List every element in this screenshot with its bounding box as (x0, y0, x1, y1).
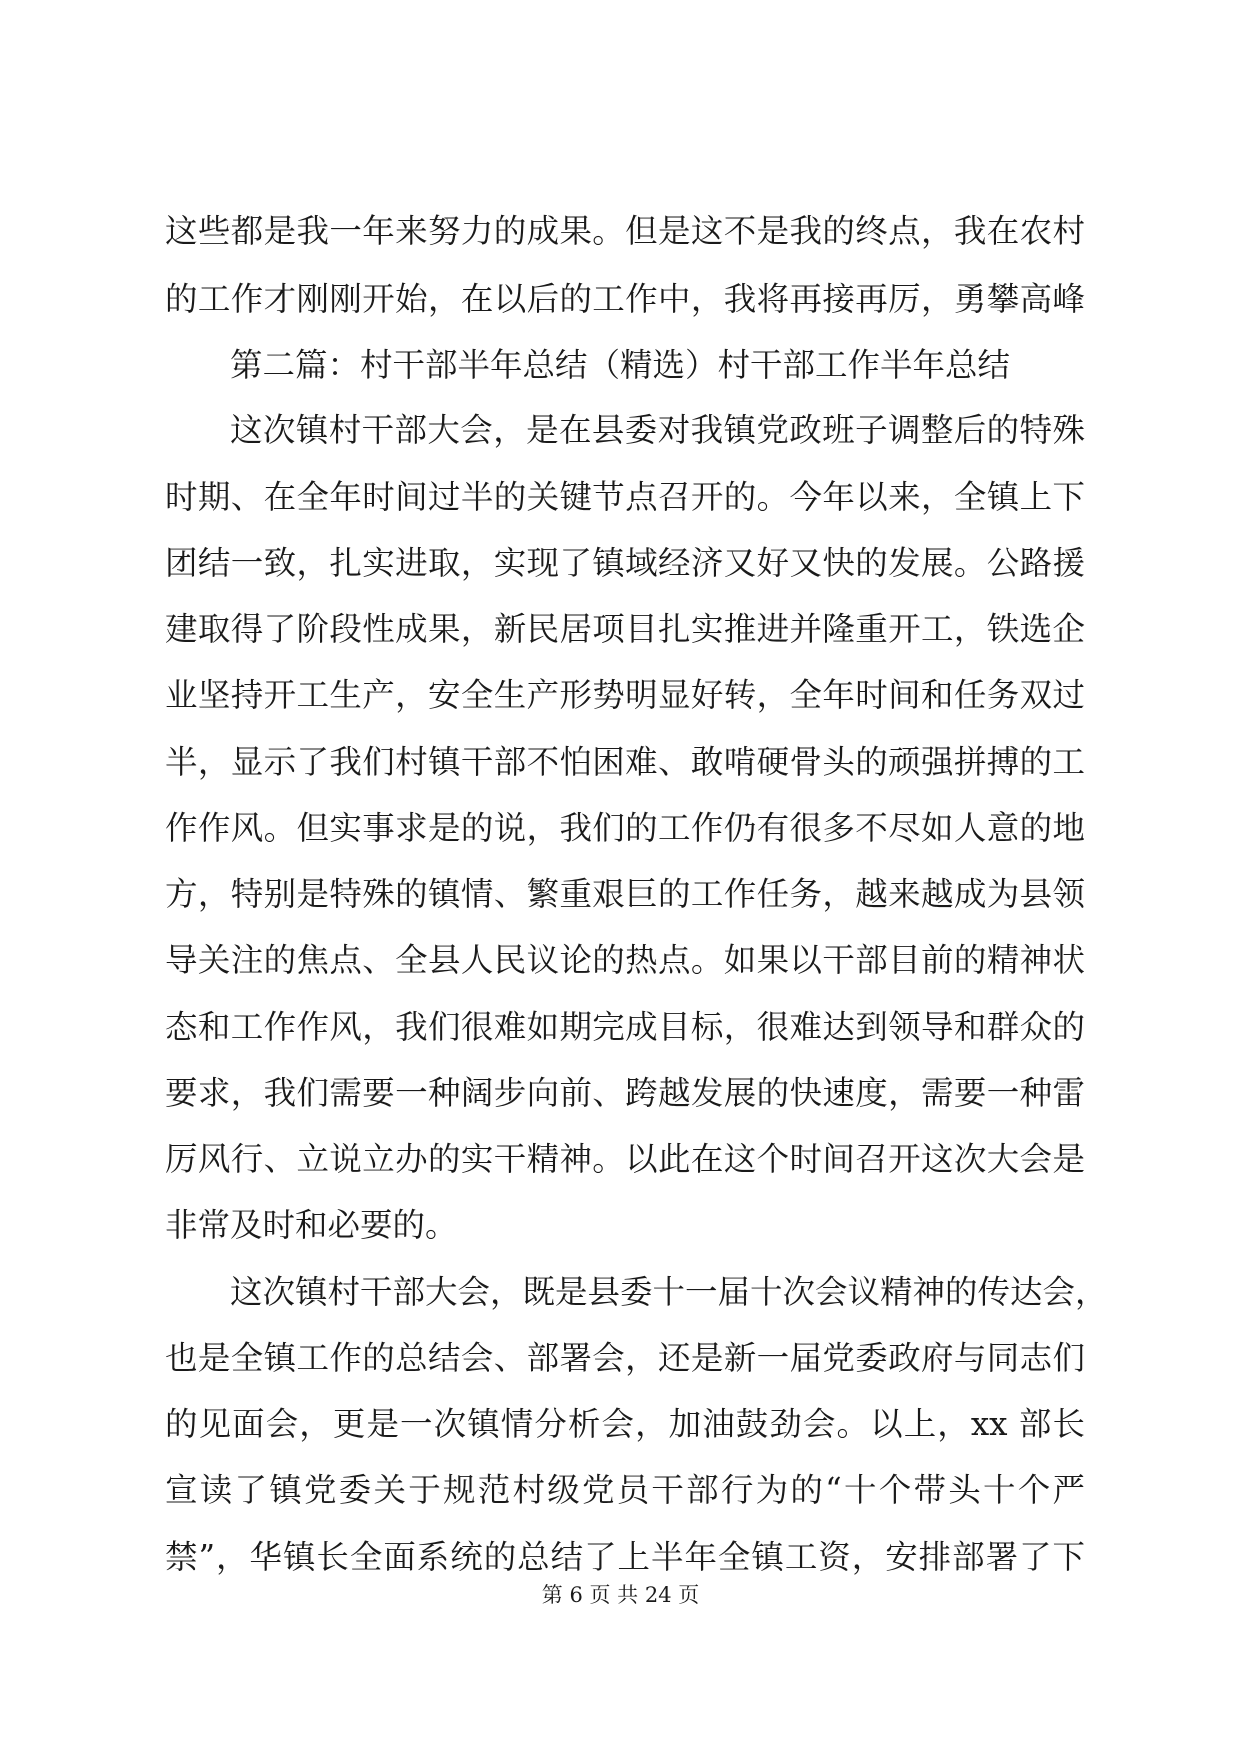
body-line: 团结一致，扎实进取，实现了镇域经济又好又快的发展。公路援 (165, 544, 1085, 582)
body-line: 方，特别是特殊的镇情、繁重艰巨的工作任务，越来越成为县领 (165, 875, 1085, 913)
body-line: 的工作才刚刚开始，在以后的工作中，我将再接再厉，勇攀高峰 (165, 280, 1085, 318)
body-line: 作作风。但实事求是的说，我们的工作仍有很多不尽如人意的地 (165, 809, 1085, 847)
paragraph-first-line: 这次镇村干部大会，既是县委十一届十次会议精神的传达会， (230, 1273, 1108, 1311)
body-line: 宣读了镇党委关于规范村级党员干部行为的“十个带头十个严 (165, 1471, 1085, 1509)
body-line: 半，显示了我们村镇干部不怕困难、敢啃硬骨头的顽强拼搏的工 (165, 743, 1085, 781)
body-line: 这些都是我一年来努力的成果。但是这不是我的终点，我在农村 (165, 212, 1085, 250)
body-line: 时期、在全年时间过半的关键节点召开的。今年以来，全镇上下 (165, 478, 1085, 516)
section-heading: 第二篇：村干部半年总结（精选）村干部工作半年总结 (230, 346, 1011, 384)
body-line: 厉风行、立说立办的实干精神。以此在这个时间召开这次大会是 (165, 1140, 1085, 1178)
body-line: 的见面会，更是一次镇情分析会，加油鼓劲会。以上，xx 部长 (165, 1405, 1085, 1443)
body-line: 建取得了阶段性成果，新民居项目扎实推进并隆重开工，铁选企 (165, 610, 1085, 648)
body-line: 禁”，华镇长全面系统的总结了上半年全镇工资，安排部署了下 (165, 1538, 1085, 1576)
body-line: 要求，我们需要一种阔步向前、跨越发展的快速度，需要一种雷 (165, 1074, 1085, 1112)
body-line: 也是全镇工作的总结会、部署会，还是新一届党委政府与同志们 (165, 1339, 1085, 1377)
body-line: 态和工作作风，我们很难如期完成目标，很难达到领导和群众的 (165, 1008, 1085, 1046)
paragraph-last-line: 非常及时和必要的。 (165, 1206, 458, 1244)
page-number-footer: 第 6 页 共 24 页 (541, 1583, 700, 1607)
body-line: 业坚持开工生产，安全生产形势明显好转，全年时间和任务双过 (165, 676, 1085, 714)
paragraph-first-line: 这次镇村干部大会，是在县委对我镇党政班子调整后的特殊 (230, 411, 1085, 449)
body-line: 导关注的焦点、全县人民议论的热点。如果以干部目前的精神状 (165, 941, 1085, 979)
